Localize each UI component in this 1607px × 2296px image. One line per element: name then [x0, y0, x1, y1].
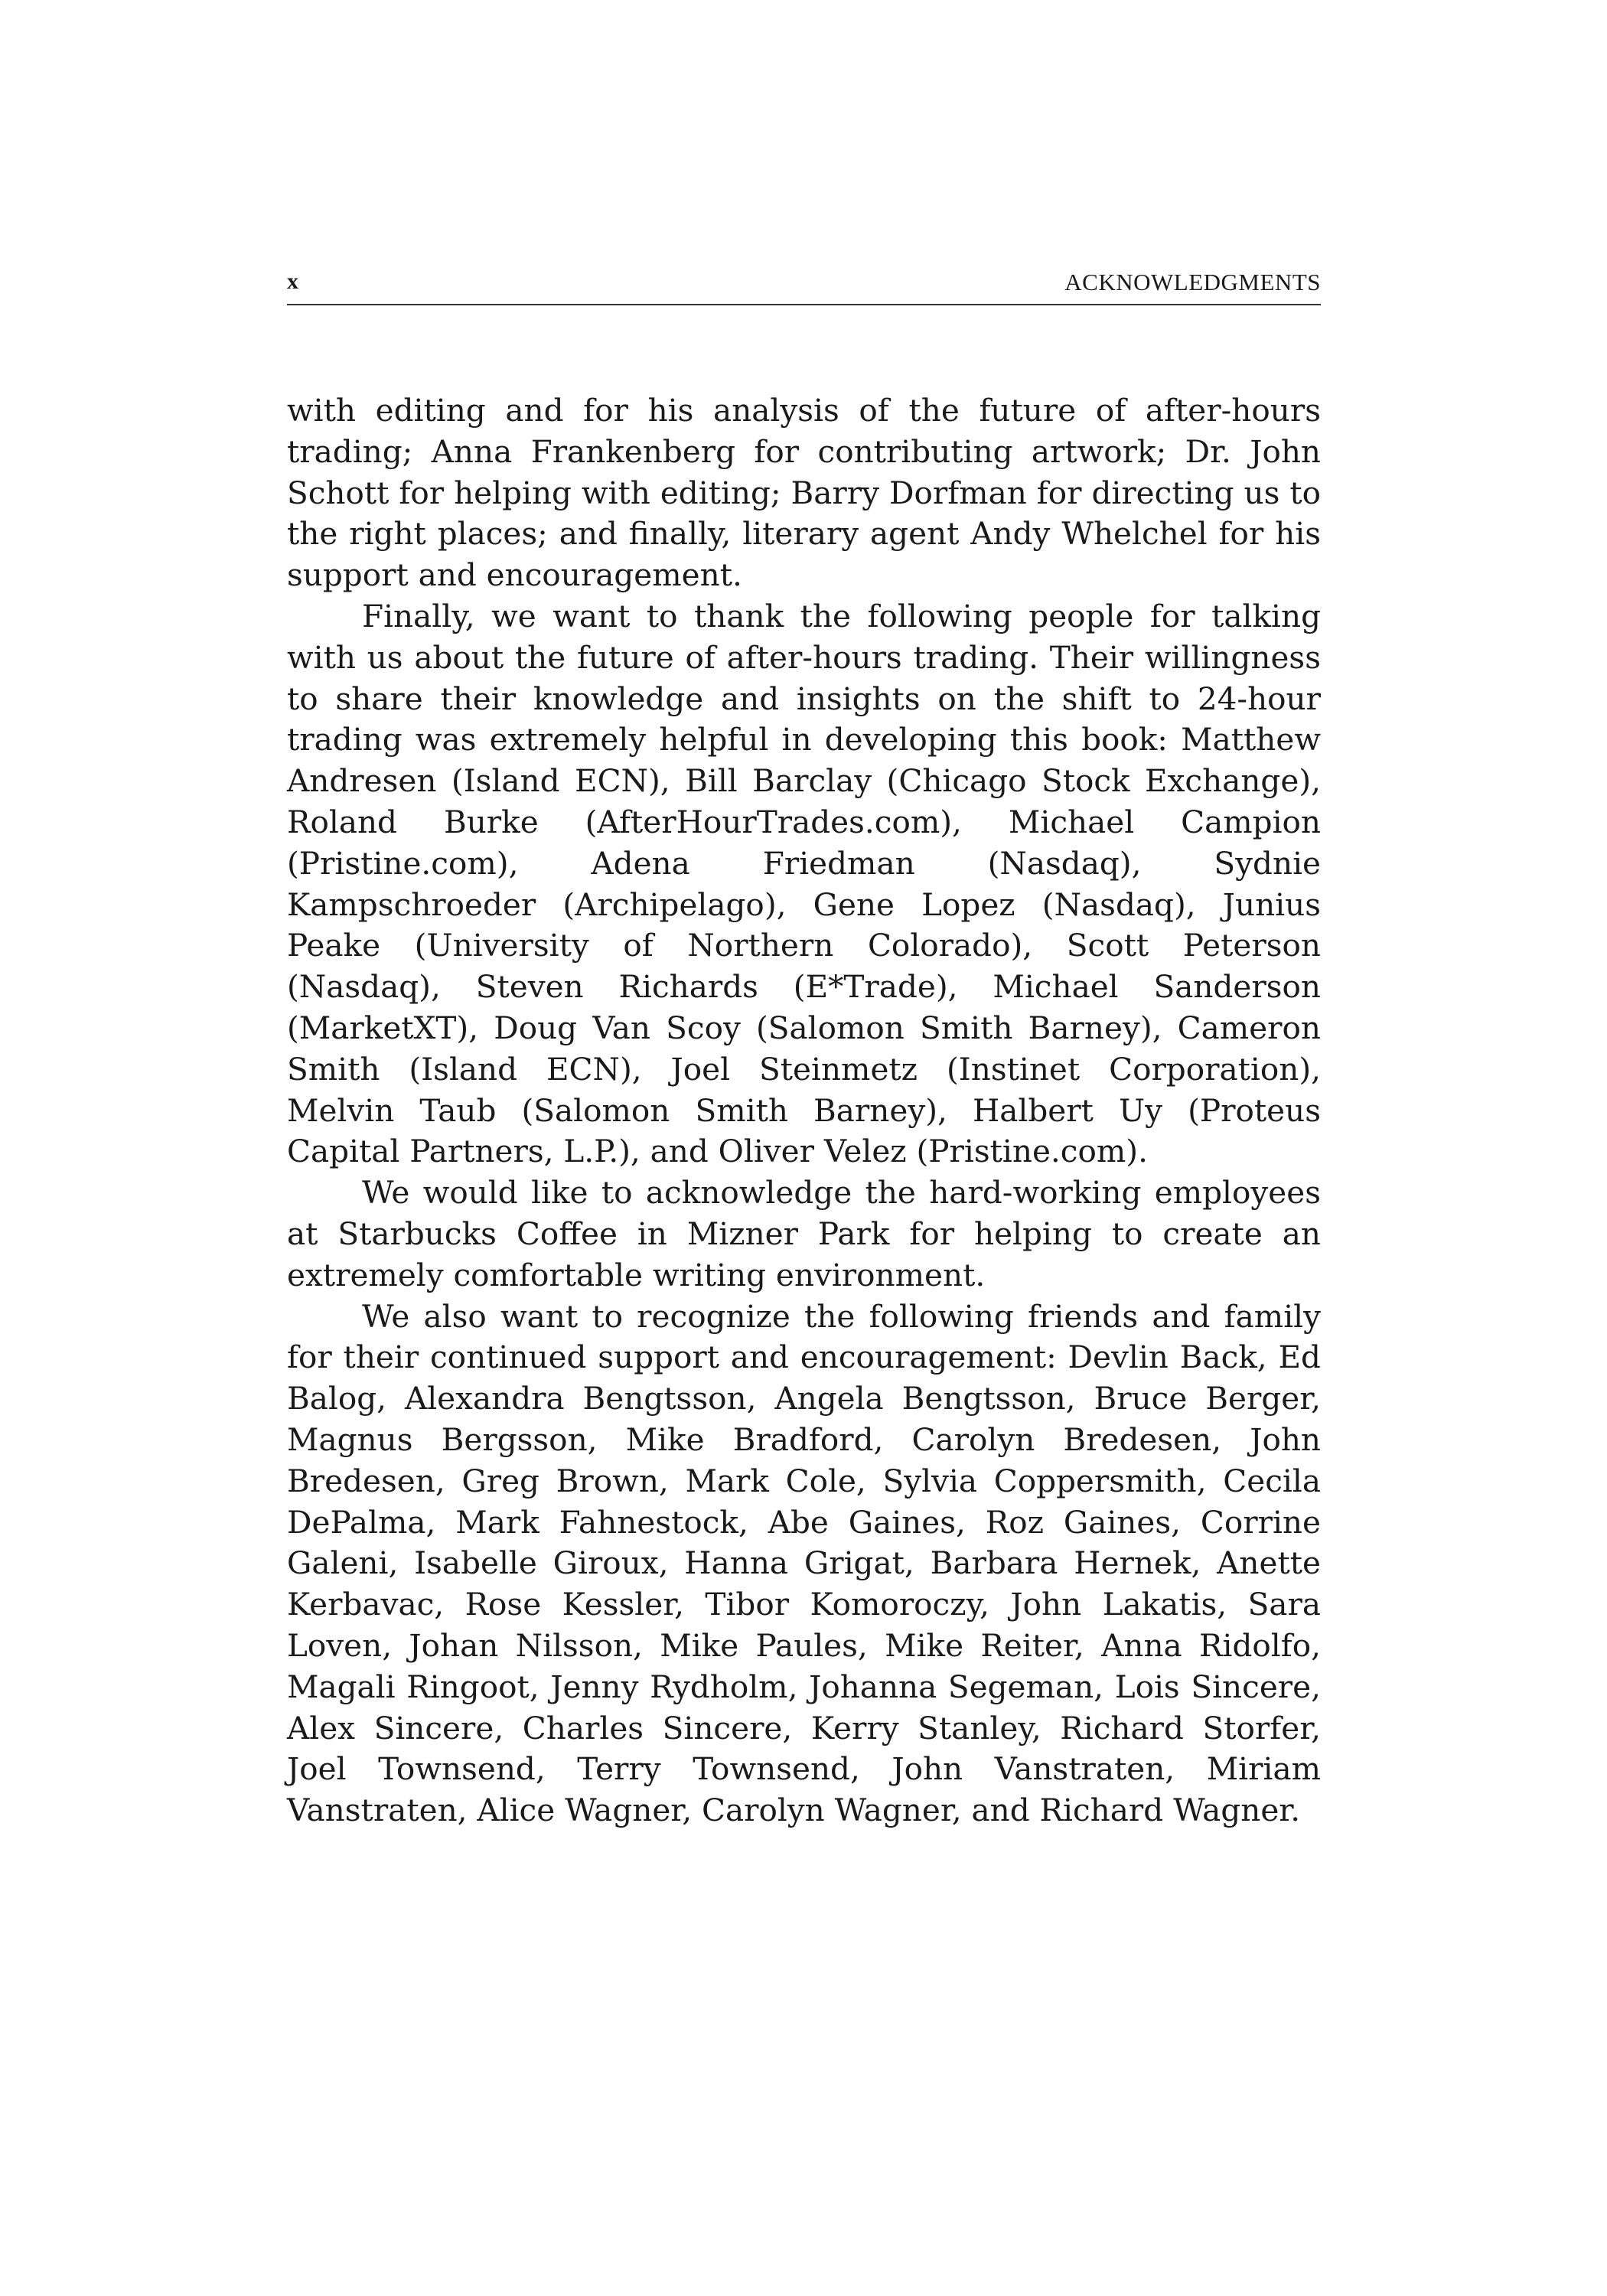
paragraph-friends-family: We also want to recognize the following friends and family for their continued support and encouragement: Devlin Back, Ed Balog, Alexandra Bengtsson, Angela Bengtsson, Bruce Berger, Magnus Bergsson, Mike Bradford, Carolyn Bredesen, John Bredesen, Greg Brown, Mark Cole, Sylvia Coppersmith, Cecila DePalma, Mark Fahnestock, Abe Gaines, Roz Gaines, Corrine Galeni, Isabelle Giroux, Hanna Grigat, Barbara Hernek, Anette Kerbavac, Rose Kessler, Tibor Komoroczy, John Lakatis, Sara Loven, Johan Nilsson, Mike Paules, Mike Reiter, Anna Ridolfo, Magali Ringoot, Jenny Rydholm, Johanna Segeman, Lois Sincere, Alex Sincere, Charles Sincere, Kerry Stanley, Richard Storfer, Joel Townsend, Terry Townsend, John Vanstraten, Miriam Vanstraten, Alice Wagner, Carolyn Wagner, and Richard Wagner.: [287, 1297, 1321, 1829]
running-head: [287, 264, 1321, 305]
body-text: [287, 390, 1321, 1831]
running-title: ACKNOWLEDGMENTS: [1064, 269, 1321, 295]
paragraph-continued: with editing and for his analysis of the future of after-hours trading; Anna Frankenberg for contributing artwork; Dr. John Schott for helping with editing; Barry Dorfman for directing us to the right places; and finally, literary agent Andy Whelchel for his support and encouragement.: [287, 392, 1321, 594]
paragraph-interviewees: Finally, we want to thank the following people for talking with us about the future of after-hours trading. Their willingness to share their knowledge and insights on the shift to 24-hour trading was extremely helpful in developing this book: Matthew Andresen (Island ECN), Bill Barclay (Chicago Stock Exchange), Roland Burke (AfterHourTrades.com), Michael Campion (Pristine.com), Adena Friedman (Nasdaq), Sydnie Kampschroeder (Archipelago), Gene Lopez (Nasdaq), Junius Peake (University of Northern Colorado), Scott Peterson (Nasdaq), Steven Richards (E*Trade), Michael Sanderson (MarketXT), Doug Van Scoy (Salomon Smith Barney), Cameron Smith (Island ECN), Joel Steinmetz (Instinet Corporation), Melvin Taub (Salomon Smith Barney), Halbert Uy (Proteus Capital Partners, L.P.), and Oliver Velez (Pristine.com).: [287, 597, 1321, 1170]
paragraph-starbucks: We would like to acknowledge the hard-working employees at Starbucks Coffee in Mizner Park for helping to create an extremely comfortable writing environment.: [287, 1174, 1321, 1293]
page-number: x: [287, 269, 298, 294]
